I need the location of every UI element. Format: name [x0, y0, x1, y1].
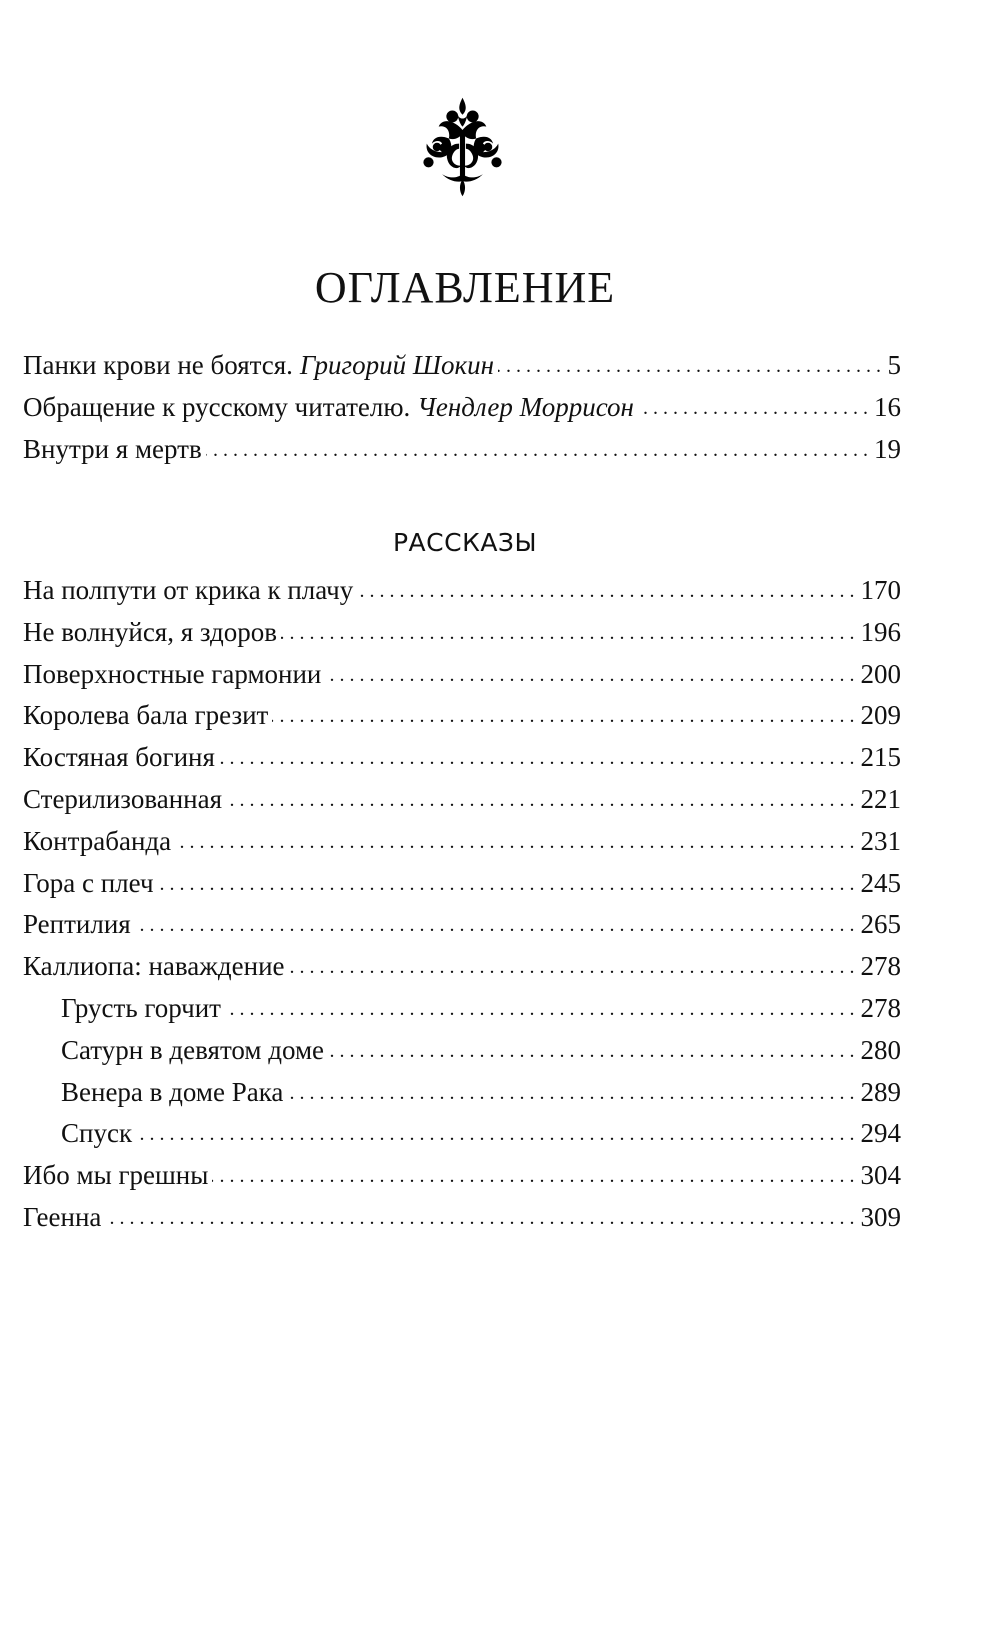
toc-subentry[interactable]	[23, 988, 901, 1030]
dot-leader	[158, 865, 855, 892]
dot-leader	[105, 1199, 854, 1226]
dot-leader	[328, 1032, 854, 1059]
toc-entry-title: Стерилизованная	[23, 783, 222, 814]
toc-entry-title: Грусть горчит	[61, 992, 221, 1023]
dot-leader	[212, 1157, 854, 1184]
dot-leader	[225, 990, 855, 1017]
toc-entry-page: 221	[860, 783, 901, 814]
toc-entry[interactable]	[23, 779, 901, 821]
toc-entry-author: Григорий Шокин	[299, 350, 494, 380]
dot-leader	[219, 739, 855, 766]
dot-leader	[325, 656, 854, 683]
toc-entry[interactable]	[23, 612, 901, 654]
toc-entry-title: Внутри я мертв	[23, 433, 202, 464]
toc-entry-title: Гора с плеч	[23, 867, 154, 898]
toc-entry-title: Контрабанда	[23, 825, 172, 856]
toc-entry-title: Костяная богиня	[23, 742, 215, 773]
dot-leader	[281, 614, 854, 641]
toc-entry[interactable]	[23, 821, 901, 863]
dot-leader	[638, 389, 868, 416]
toc-entry-page: 265	[860, 909, 901, 940]
dot-leader	[135, 906, 855, 933]
section-heading-stories: РАССКАЗЫ	[392, 528, 538, 557]
toc-entry-title: Не волнуйся, я здоров	[23, 616, 278, 647]
toc-entry-title: Рептилия	[23, 909, 131, 940]
toc-entry-page: 280	[860, 1034, 901, 1065]
dot-leader	[272, 697, 854, 724]
page-title: ОГЛАВЛЕНИЕ	[314, 263, 616, 312]
toc-entry[interactable]	[23, 1155, 901, 1197]
toc-entry[interactable]	[23, 654, 901, 696]
toc-entry[interactable]	[23, 429, 901, 471]
toc-entry-page: 215	[860, 742, 901, 773]
toc-entry-page: 209	[860, 700, 901, 731]
toc-entry-page: 200	[860, 658, 901, 689]
toc-entry[interactable]	[23, 904, 901, 946]
dot-leader	[289, 948, 855, 975]
dot-leader	[287, 1074, 854, 1101]
toc-entry[interactable]	[23, 570, 901, 612]
toc-entry[interactable]	[23, 863, 901, 905]
dot-leader	[357, 572, 854, 599]
toc-entry-page: 278	[860, 951, 901, 982]
toc-entry[interactable]	[23, 345, 901, 387]
toc-entry-page: 309	[860, 1201, 901, 1232]
toc-entry-page: 245	[860, 867, 901, 898]
floral-fleuron-icon	[420, 93, 505, 201]
toc-entry-page: 294	[860, 1118, 901, 1149]
toc-entry[interactable]	[23, 387, 901, 429]
toc-entry-title: Венера в доме Рака	[61, 1076, 284, 1107]
toc-front-matter	[23, 345, 901, 470]
toc-entry-title: Поверхностные гармонии	[23, 658, 322, 689]
dot-leader	[136, 1115, 854, 1142]
toc-entry-page: 19	[874, 433, 901, 464]
toc-entry-page: 16	[874, 391, 901, 422]
toc-entry-page: 170	[860, 575, 901, 605]
toc-entry-author: Чендлер Моррисон	[417, 391, 634, 422]
toc-entry[interactable]	[23, 1197, 901, 1239]
dot-leader	[226, 781, 855, 808]
toc-entry-title: Геенна	[23, 1201, 102, 1232]
toc-entry-page: 289	[860, 1076, 901, 1107]
toc-entry-title: Королева бала грезит	[23, 700, 269, 731]
toc-entry-title: Панки крови не боятся.	[23, 350, 293, 380]
dot-leader	[498, 347, 881, 374]
toc-entry-page: 196	[860, 616, 901, 647]
toc-entry-page: 5	[887, 350, 901, 380]
toc-entry[interactable]	[23, 946, 901, 988]
toc-entry-page: 278	[860, 992, 901, 1023]
toc-entry-page: 231	[860, 825, 901, 856]
toc-subentry[interactable]	[23, 1113, 901, 1155]
toc-subentry[interactable]	[23, 1030, 901, 1072]
toc-entry-title: Обращение к русскому читателю.	[23, 391, 411, 422]
dot-leader	[206, 431, 868, 458]
toc-entry-title: На полпути от крика к плачу	[23, 575, 354, 605]
toc-entry-title: Ибо мы грешны	[23, 1160, 209, 1191]
toc-entry-title: Сатурн в девятом доме	[61, 1034, 325, 1065]
toc-entry-page: 304	[860, 1160, 901, 1191]
toc-subentry[interactable]	[23, 1072, 901, 1114]
toc-stories	[23, 570, 901, 1239]
toc-entry[interactable]	[23, 737, 901, 779]
toc-entry-title: Каллиопа: наваждение	[23, 951, 285, 982]
toc-entry-title: Спуск	[61, 1118, 133, 1149]
dot-leader	[175, 823, 854, 850]
toc-entry[interactable]	[23, 695, 901, 737]
